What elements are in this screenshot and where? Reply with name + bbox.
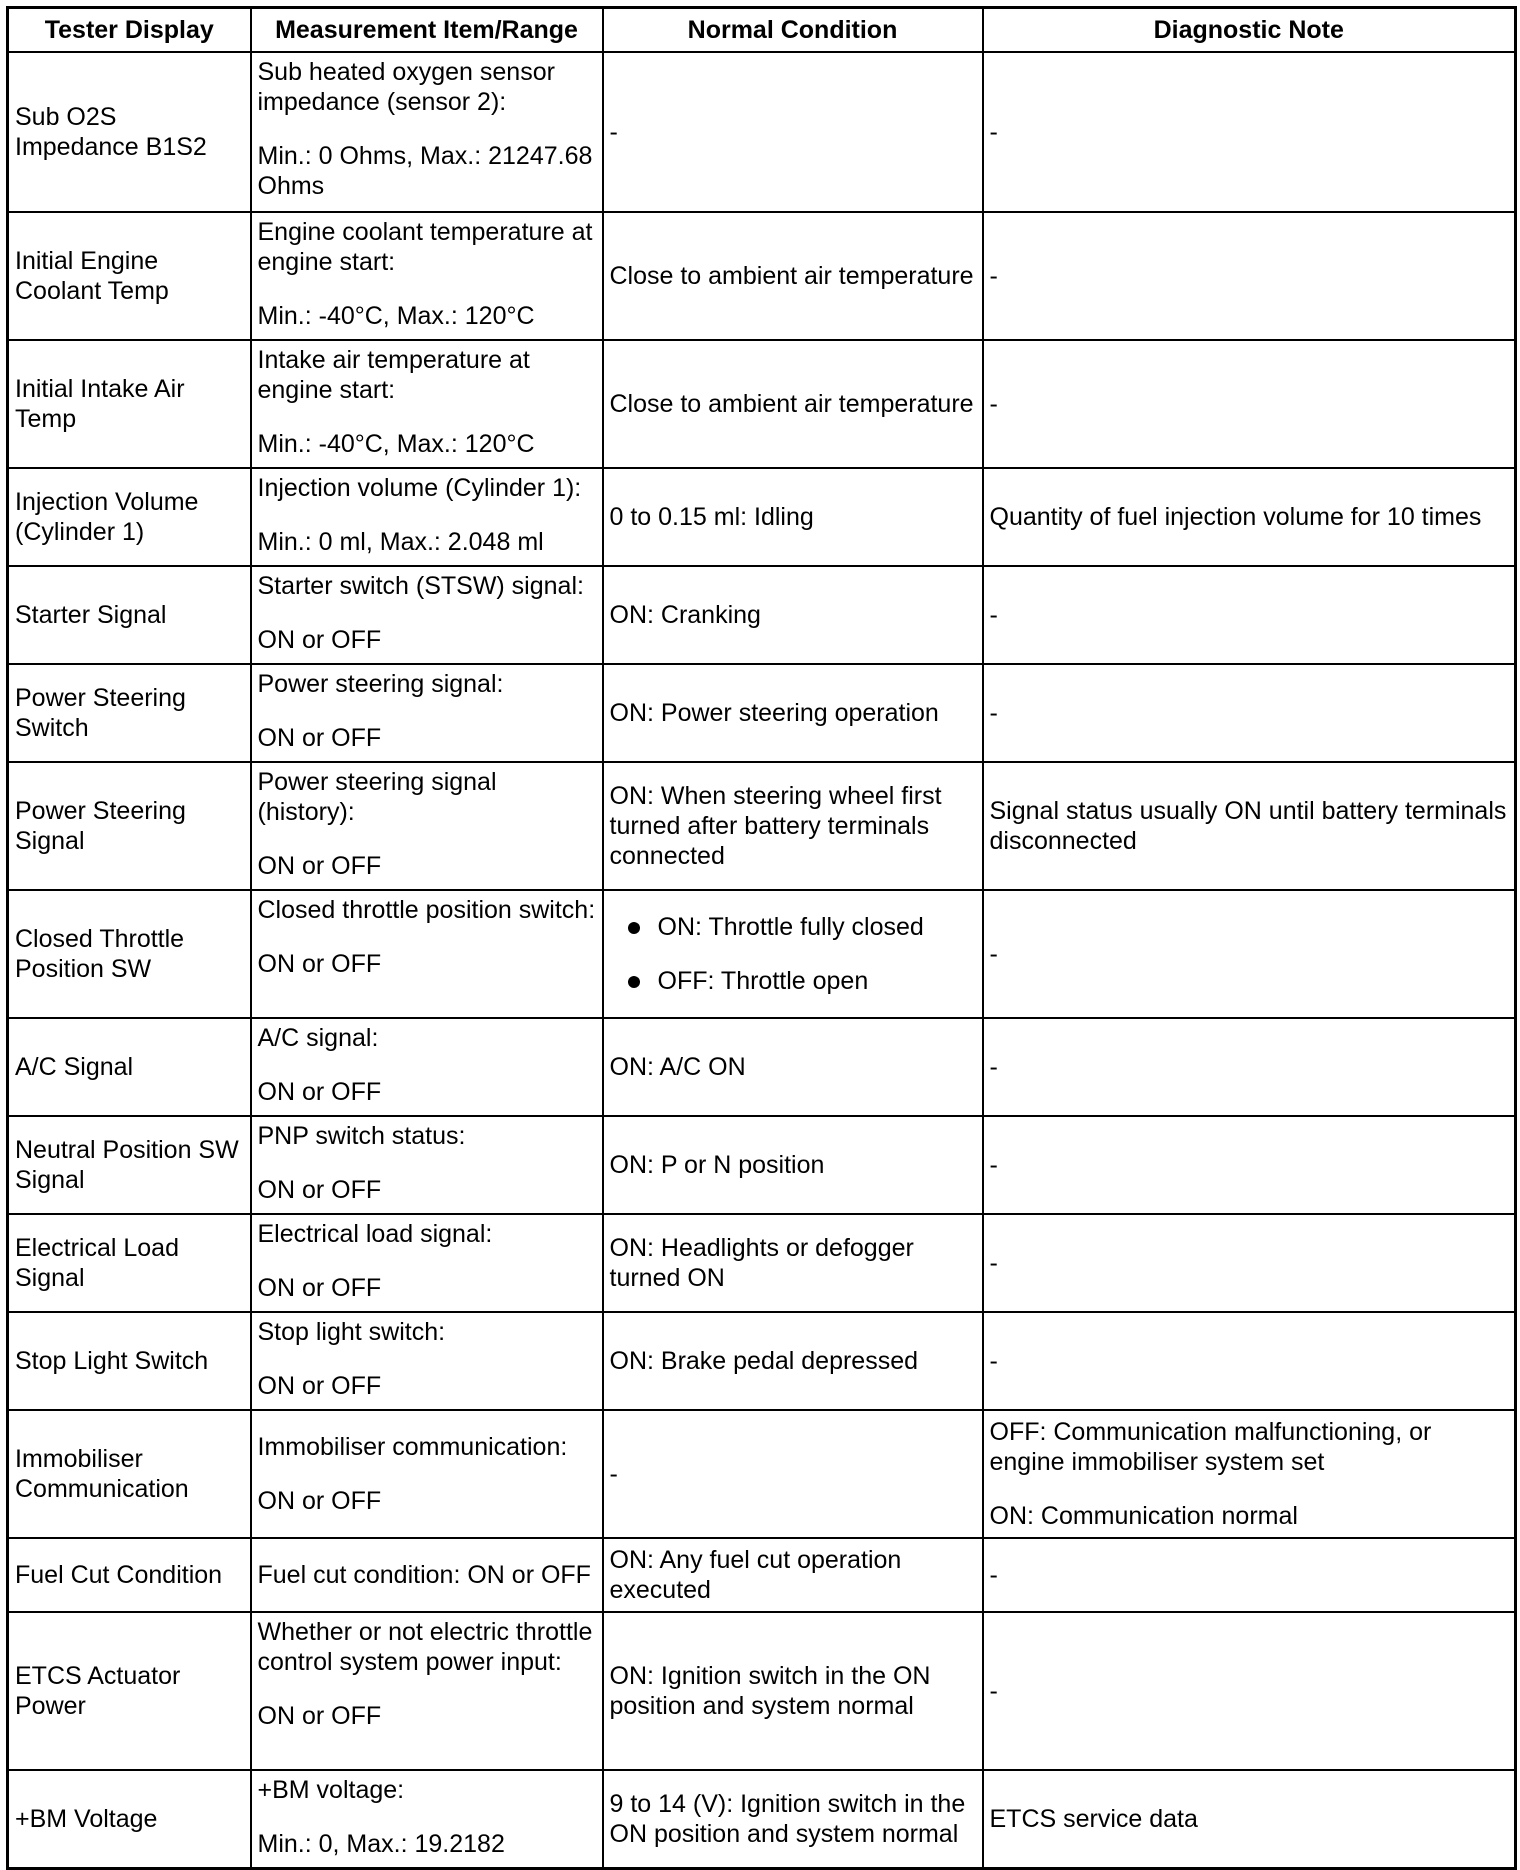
tester-display-cell: Sub O2S Impedance B1S2 xyxy=(8,52,251,212)
measurement-item: Electrical load signal: xyxy=(257,1220,493,1248)
normal-condition-cell: Close to ambient air temperature xyxy=(603,340,983,468)
measurement-cell xyxy=(251,1312,603,1410)
table-row xyxy=(8,212,1516,340)
measurement-item: Power steering signal (history): xyxy=(257,768,497,826)
tester-display-cell: Electrical Load Signal xyxy=(8,1214,251,1312)
table-row xyxy=(8,340,1516,468)
diagnostic-note-cell: - xyxy=(983,890,1516,1018)
measurement-item: Stop light switch: xyxy=(257,1318,446,1346)
measurement-cell xyxy=(251,1538,603,1612)
table-row xyxy=(8,1214,1516,1312)
measurement-item: Closed throttle position switch: xyxy=(257,896,596,924)
normal-condition-cell: ON: Cranking xyxy=(603,566,983,664)
list-item xyxy=(624,912,976,942)
table-row xyxy=(8,762,1516,890)
data-list-table-wrapper xyxy=(6,6,1517,1870)
tester-display-cell: Immobiliser Communication xyxy=(8,1410,251,1538)
header-tester-display: Tester Display xyxy=(8,8,251,53)
normal-condition-cell: 0 to 0.15 ml: Idling xyxy=(603,468,983,566)
measurement-cell xyxy=(251,468,603,566)
list-item-text: OFF: Throttle open xyxy=(657,967,869,995)
diagnostic-note-cell: - xyxy=(983,1214,1516,1312)
header-row xyxy=(8,8,1516,53)
list-item xyxy=(624,966,976,996)
measurement-range: ON or OFF xyxy=(257,1372,382,1400)
data-list-table xyxy=(6,6,1517,1870)
measurement-range: ON or OFF xyxy=(257,950,382,978)
measurement-range: Min.: -40°C, Max.: 120°C xyxy=(257,302,535,330)
measurement-range: Min.: 0 ml, Max.: 2.048 ml xyxy=(257,528,544,556)
measurement-cell xyxy=(251,1214,603,1312)
tester-display-cell: Power Steering Switch xyxy=(8,664,251,762)
tester-display-cell: +BM Voltage xyxy=(8,1770,251,1868)
normal-condition-cell: 9 to 14 (V): Ignition switch in the ON position and system normal xyxy=(603,1770,983,1868)
normal-condition-cell: - xyxy=(603,1410,983,1538)
measurement-item: Sub heated oxygen sensor impedance (sensor 2): xyxy=(257,58,555,116)
measurement-cell xyxy=(251,1018,603,1116)
table-row xyxy=(8,1538,1516,1612)
normal-condition-cell: ON: When steering wheel first turned after battery terminals connected xyxy=(603,762,983,890)
tester-display-cell: A/C Signal xyxy=(8,1018,251,1116)
diagnostic-note-cell: - xyxy=(983,1312,1516,1410)
measurement-cell xyxy=(251,1116,603,1214)
normal-condition-cell: Close to ambient air temperature xyxy=(603,212,983,340)
tester-display-cell: Power Steering Signal xyxy=(8,762,251,890)
table-row xyxy=(8,1116,1516,1214)
normal-condition-cell: - xyxy=(603,52,983,212)
measurement-item: Fuel cut condition: ON or OFF xyxy=(257,1561,591,1589)
diagnostic-note-cell: - xyxy=(983,212,1516,340)
tester-display-cell: Initial Intake Air Temp xyxy=(8,340,251,468)
diagnostic-note-cell: ETCS service data xyxy=(983,1770,1516,1868)
measurement-item: Engine coolant temperature at engine start: xyxy=(257,218,593,276)
measurement-cell xyxy=(251,340,603,468)
measurement-range: Min.: -40°C, Max.: 120°C xyxy=(257,430,535,458)
diagnostic-note-cell: - xyxy=(983,1538,1516,1612)
measurement-range: ON or OFF xyxy=(257,1274,382,1302)
measurement-item: Starter switch (STSW) signal: xyxy=(257,572,584,600)
measurement-range: ON or OFF xyxy=(257,1487,382,1515)
normal-condition-cell: ON: P or N position xyxy=(603,1116,983,1214)
tester-display-cell: Initial Engine Coolant Temp xyxy=(8,212,251,340)
measurement-item: Whether or not electric throttle control system power input: xyxy=(257,1618,593,1676)
header-diagnostic-note: Diagnostic Note xyxy=(983,8,1516,53)
measurement-range: ON or OFF xyxy=(257,1176,382,1204)
measurement-range: ON or OFF xyxy=(257,724,382,752)
diagnostic-note-line: OFF: Communication malfunctioning, or engine immobiliser system set xyxy=(989,1418,1432,1476)
measurement-item: +BM voltage: xyxy=(257,1776,405,1804)
diagnostic-note-cell: - xyxy=(983,1116,1516,1214)
tester-display-cell: Fuel Cut Condition xyxy=(8,1538,251,1612)
measurement-range: ON or OFF xyxy=(257,1702,382,1730)
normal-condition-cell xyxy=(603,890,983,1018)
tester-display-cell: Neutral Position SW Signal xyxy=(8,1116,251,1214)
measurement-item: A/C signal: xyxy=(257,1024,379,1052)
diagnostic-note-cell: - xyxy=(983,1612,1516,1770)
diagnostic-note-cell: - xyxy=(983,1018,1516,1116)
tester-display-cell: Injection Volume (Cylinder 1) xyxy=(8,468,251,566)
diagnostic-note-line: ON: Communication normal xyxy=(989,1502,1298,1530)
normal-condition-cell: ON: Brake pedal depressed xyxy=(603,1312,983,1410)
normal-condition-cell: ON: Ignition switch in the ON position and system normal xyxy=(603,1612,983,1770)
normal-condition-cell: ON: Headlights or defogger turned ON xyxy=(603,1214,983,1312)
measurement-range: ON or OFF xyxy=(257,852,382,880)
diagnostic-note-cell: Signal status usually ON until battery terminals disconnected xyxy=(983,762,1516,890)
measurement-item: Immobiliser communication: xyxy=(257,1433,568,1461)
header-normal-condition: Normal Condition xyxy=(603,8,983,53)
tester-display-cell: Closed Throttle Position SW xyxy=(8,890,251,1018)
measurement-range: Min.: 0 Ohms, Max.: 21247.68 Ohms xyxy=(257,142,593,200)
measurement-item: Intake air temperature at engine start: xyxy=(257,346,530,404)
measurement-cell xyxy=(251,1612,603,1770)
table-row xyxy=(8,52,1516,212)
measurement-range: ON or OFF xyxy=(257,1078,382,1106)
diagnostic-note-cell: - xyxy=(983,340,1516,468)
bullet-icon xyxy=(628,976,640,988)
measurement-cell xyxy=(251,566,603,664)
normal-condition-list xyxy=(610,912,976,996)
measurement-cell xyxy=(251,664,603,762)
tester-display-cell: ETCS Actuator Power xyxy=(8,1612,251,1770)
diagnostic-note-cell xyxy=(983,1410,1516,1538)
table-row xyxy=(8,566,1516,664)
normal-condition-cell: ON: Power steering operation xyxy=(603,664,983,762)
list-item-text: ON: Throttle fully closed xyxy=(657,913,924,941)
measurement-item: PNP switch status: xyxy=(257,1122,466,1150)
bullet-icon xyxy=(628,922,640,934)
table-row xyxy=(8,1770,1516,1868)
tester-display-cell: Stop Light Switch xyxy=(8,1312,251,1410)
diagnostic-note-cell: - xyxy=(983,664,1516,762)
table-row xyxy=(8,1410,1516,1538)
measurement-item: Injection volume (Cylinder 1): xyxy=(257,474,582,502)
tester-display-cell: Starter Signal xyxy=(8,566,251,664)
measurement-range: ON or OFF xyxy=(257,626,382,654)
normal-condition-cell: ON: Any fuel cut operation executed xyxy=(603,1538,983,1612)
header-measurement: Measurement Item/Range xyxy=(251,8,603,53)
diagnostic-note-cell: Quantity of fuel injection volume for 10 times xyxy=(983,468,1516,566)
diagnostic-note-cell: - xyxy=(983,52,1516,212)
measurement-item: Power steering signal: xyxy=(257,670,504,698)
diagnostic-note-cell: - xyxy=(983,566,1516,664)
measurement-cell xyxy=(251,212,603,340)
measurement-cell xyxy=(251,1770,603,1868)
measurement-cell xyxy=(251,52,603,212)
table-row xyxy=(8,1612,1516,1770)
table-row xyxy=(8,890,1516,1018)
table-row xyxy=(8,1018,1516,1116)
measurement-range: Min.: 0, Max.: 19.2182 xyxy=(257,1830,505,1858)
table-row xyxy=(8,468,1516,566)
table-row xyxy=(8,664,1516,762)
measurement-cell xyxy=(251,762,603,890)
measurement-cell xyxy=(251,890,603,1018)
table-row xyxy=(8,1312,1516,1410)
measurement-cell xyxy=(251,1410,603,1538)
normal-condition-cell: ON: A/C ON xyxy=(603,1018,983,1116)
